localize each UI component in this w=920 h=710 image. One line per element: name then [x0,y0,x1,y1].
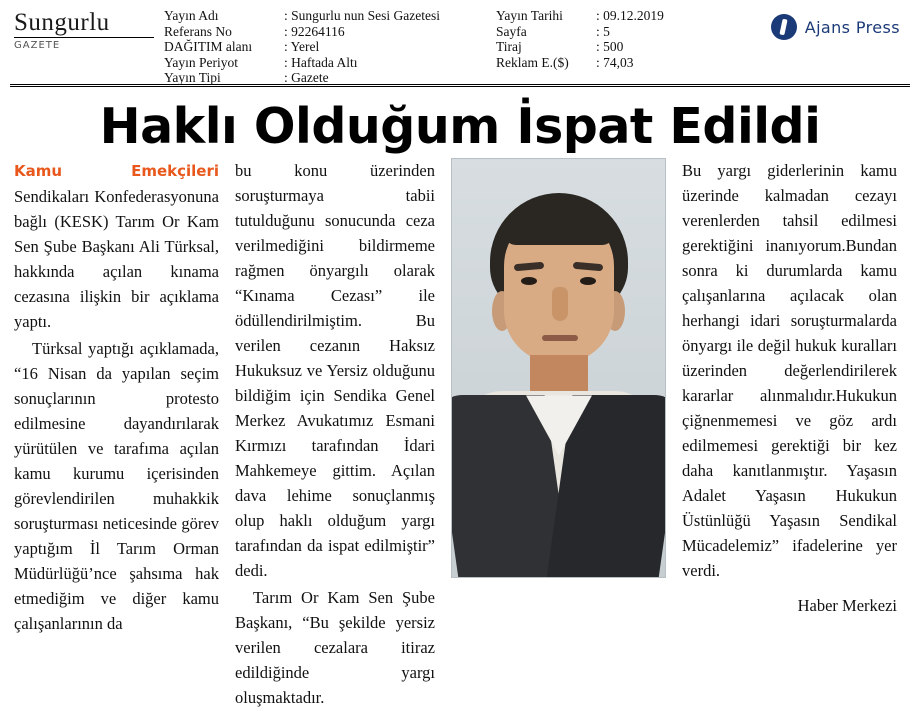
paragraph [14,158,219,334]
meta-values-left [276,8,484,86]
article-column-2 [235,158,435,710]
meta-value-text: 500 [603,39,624,55]
paragraph: Tarım Or Kam Sen Şube Başkanı, “Bu şekilde yersiz verilen cezalara itiraz edildiğinde yargı oluşmaktadır. [235,588,435,708]
meta-value-text: 74,03 [603,54,634,70]
meta-value-text: 09.12.2019 [603,8,664,23]
brand-divider [14,37,154,38]
paragraph: Bu yargı giderlerinin kamu üzerinde kalmadan cezayı verenlerden tahsil edilmesi gerektiğini inanıyorum.Bundan sonra ki durumlarda kamu çalışanlarına açılacak olan herhangi idari soruşturmalarda önyargı ile değil hukuk kuralları üzerinden değerlendirilerek kararlar alınmalıdır.Hukukun çiğnenmemesi ve göz ardı edilmemesi gerektiği bir kez daha kanıtlanmıştır. Yaşasın Adalet Yaşasın Hukukun Üstünlüğü Yaşasın Sendikal Mücadelemiz” ifadelerine yer verdi. [682,161,897,581]
article-column-4 [682,158,897,710]
meta-value-text: Gazete [291,70,329,86]
meta-value [284,70,484,86]
meta-group-right [496,8,706,70]
meta-value [284,55,484,71]
meta-value [284,8,484,24]
meta-value [596,8,706,24]
meta-label: Yayın Periyot [164,54,239,70]
header-divider-bottom [10,86,910,87]
meta-labels-left [164,8,276,86]
article-body [0,158,920,710]
meta-value [596,39,706,55]
meta-value [284,39,484,55]
publication-brand [14,8,164,51]
paragraph-text: Sendikaları Konfederasyonuna bağlı (KESK) Tarım Or Kam Sen Şube Başkanı Ali Türksal, hakkında açılan kınama cezasına ilişkin bir açıklama yaptı. [14,187,219,332]
meta-colon: : [284,39,288,55]
meta-label: Yayın Tipi [164,70,221,86]
meta-labels-right [496,8,588,70]
agency-name: Ajans Press [804,17,900,37]
clipping-header [0,0,920,86]
agency-branding [771,8,906,40]
meta-value-text: Yerel [290,39,320,55]
meta-label: Sayfa [496,23,527,39]
meta-label: Yayın Tarihi [496,8,563,23]
brand-title: Sungurlu [14,9,110,36]
meta-label: Yayın Adı [164,8,219,23]
meta-values-right [588,8,706,70]
meta-colon: : [596,8,600,23]
paragraph: bu konu üzerinden soruşturmaya tabii tutulduğunu sonucunda ceza verilmediğini bildirmeme rağmen önyargılı olarak “Kınama Cezası” ile ödüllendirilmiştim. Bu verilen cezanın Haksız Hukuksuz ve Yersiz olduğunu bildiğim için Sendika Genel Merkez Avukatımız Esmani Kırmızı tarafından İdari Mahkemeye gittim. Açılan dava lehime sonuçlanmış olup haklı olduğum yargı tarafından da ispat edilmiştir” dedi. [235,161,435,581]
portrait-photo [451,158,666,578]
brand-subtitle: GAZETE [14,40,61,51]
meta-value-text: 5 [603,23,610,39]
ajans-press-logo-icon [771,14,797,40]
meta-label: DAĞITIM alanı [164,39,253,55]
meta-label: Referans No [164,23,232,39]
article-photo-wrap [451,158,666,710]
meta-label: Reklam E.($) [496,54,569,70]
paragraph: Türksal yaptığı açıklamada, “16 Nisan da yapılan seçim sonuçlarının protesto edilmesine dayandırılarak yürütülen ve tarafıma açılan kamu kurumu içerisinden görevlendirilen muhakkik soruşturması neticesinde görev yaptığım İl Tarım Orman Müdürlüğü’nce şahsıma hak etmediğim ve diğer kamu çalışanlarının da [14,339,219,634]
meta-value-text: Haftada Altı [291,54,358,70]
article-column-1 [14,158,219,710]
meta-value [284,24,484,40]
meta-colon: : [596,23,600,39]
article-headline: Haklı Olduğum İspat Edildi [99,98,821,155]
meta-colon: : [284,23,288,39]
article-kicker: Kamu Emekçileri [14,162,219,181]
photo-nose [552,287,568,321]
meta-value [596,55,706,71]
photo-mouth [542,335,578,341]
meta-value-text: 92264116 [291,23,345,39]
meta-label: Tiraj [496,39,522,55]
meta-value-text: Sungurlu nun Sesi Gazetesi [291,8,440,23]
meta-colon: : [284,54,288,70]
meta-colon: : [596,54,600,70]
meta-colon: : [284,70,288,86]
meta-value [596,24,706,40]
article-byline: Haber Merkezi [797,596,897,616]
meta-group-left [164,8,484,86]
meta-colon: : [596,39,600,55]
meta-colon: : [284,8,288,23]
